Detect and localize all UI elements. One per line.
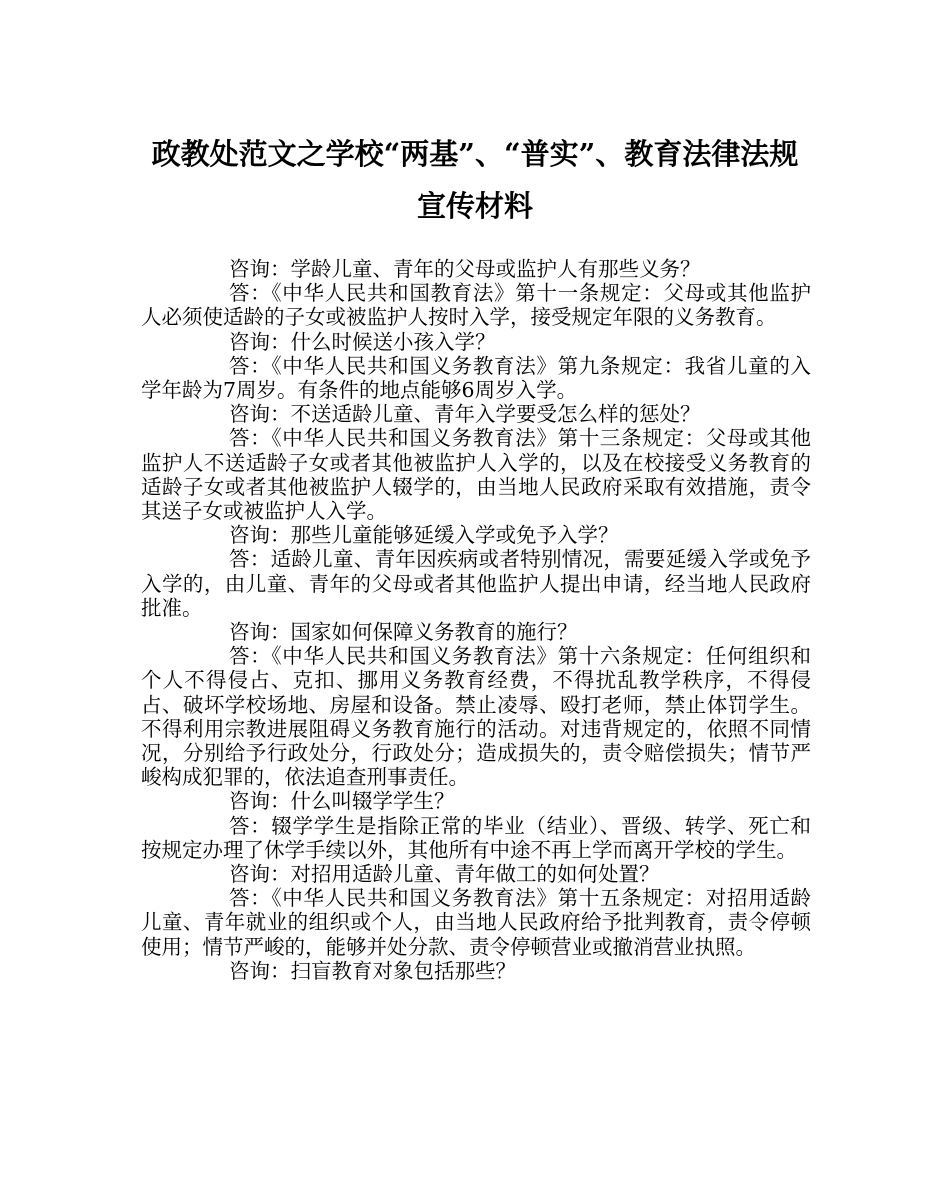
question-paragraph: 咨询：国家如何保障义务教育的施行？ [229,620,578,645]
answer-paragraph: 答：《中华人民共和国义务教育法》第十六条规定：任何组织和个人不得侵占、克扣、挪用义务教育经费，不得扰乱教学秩序，不得侵占、破坏学校场地、房屋和设备。禁止凌辱、殴打老师，禁止体罚学生。不得利用宗教进展阻碍义务教育施行的活动。对违背规定的，依照不同情况，分别给予行政处分，行政处分；造成损失的，责令赔偿损失；情节严峻构成犯罪的，依法追查刑事责任。 [141,644,811,790]
question-paragraph: 咨询：那些儿童能够延缓入学或免予入学？ [229,523,619,548]
answer-paragraph: 答：《中华人民共和国义务教育法》第十三条规定：父母或其他监护人不送适龄子女或者其他被监护人入学的，以及在校接受义务教育的适龄子女或者其他被监护人辍学的，由当地人民政府采取有效措施，责令其送子女或被监护人入学。 [141,426,811,524]
answer-paragraph: 答：辍学学生是指除正常的毕业（结业）、晋级、转学、死亡和按规定办理了休学手续以外，其他所有中途不再上学而离开学校的学生。 [141,813,811,862]
document-body [141,257,811,983]
answer-paragraph: 答：《中华人民共和国义务教育法》第九条规定：我省儿童的入学年龄为7周岁。有条件的地点能够6周岁入学。 [141,353,811,403]
question-paragraph: 咨询：不送适龄儿童、青年入学要受怎么样的惩处？ [229,402,701,427]
question-paragraph: 咨询：什么时候送小孩入学？ [229,329,496,354]
answer-paragraph: 答：《中华人民共和国教育法》第十一条规定：父母或其他监护人必须使适龄的子女或被监护人按时入学，接受规定年限的义务教育。 [141,281,811,330]
document-title: 政教处范文之学校“两基”、“普实”、教育法律法规宣传材料 [151,137,799,223]
answer-paragraph: 答：适龄儿童、青年因疾病或者特别情况，需要延缓入学或免予入学的，由儿童、青年的父母或者其他监护人提出申请，经当地人民政府批准。 [141,547,811,620]
question-paragraph: 咨询：对招用适龄儿童、青年做工的如何处置？ [229,862,660,887]
question-paragraph: 咨询：什么叫辍学学生？ [229,789,455,814]
question-paragraph: 咨询：扫盲教育对象包括那些？ [229,958,516,983]
answer-paragraph: 答：《中华人民共和国义务教育法》第十五条规定：对招用适龄儿童、青年就业的组织或个人，由当地人民政府给予批判教育，责令停顿使用；情节严峻的，能够并处分款、责令停顿营业或撤消营业执照。 [141,886,811,959]
question-paragraph: 咨询：学龄儿童、青年的父母或监护人有那些义务？ [229,257,701,281]
